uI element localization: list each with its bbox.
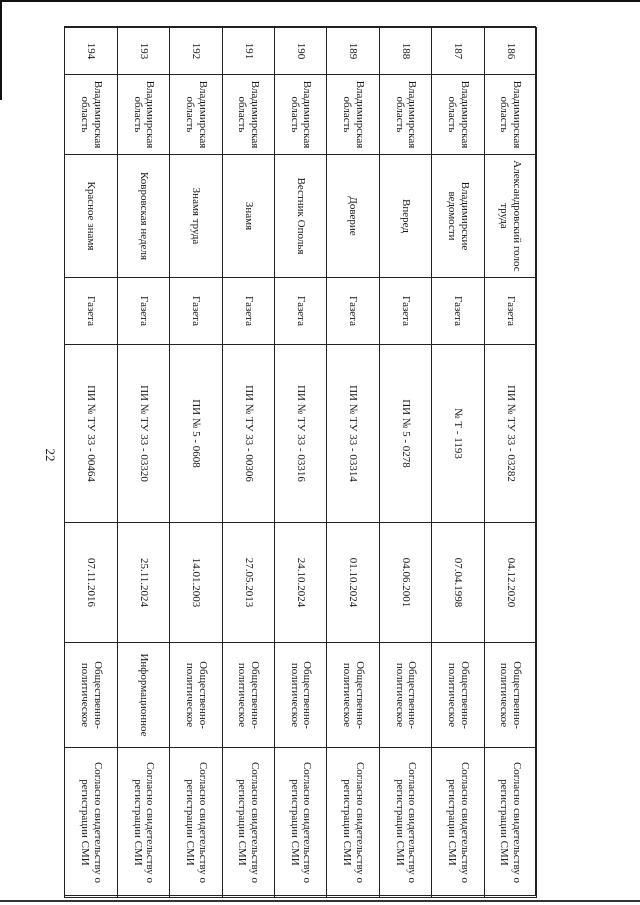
cell-basis: Согласно свидетельству о регистрации СМИ — [65, 748, 117, 898]
cell-topic: Общественно-политическое — [275, 643, 327, 748]
cell-basis: Согласно свидетельству о регистрации СМИ — [170, 748, 222, 898]
cell-reg: № Т - 1193 — [432, 345, 484, 523]
cell-type: Газета — [117, 278, 169, 345]
scan-edge-left-top — [0, 0, 2, 100]
cell-num: 188 — [379, 28, 431, 75]
cell-reg: ПИ № 5 - 0278 — [379, 345, 431, 523]
table-row — [117, 28, 169, 898]
table-row — [432, 28, 484, 898]
cell-type: Газета — [484, 278, 536, 345]
cell-name: Красное знамя — [65, 155, 117, 278]
cell-topic: Общественно-политическое — [484, 643, 536, 748]
cell-reg: ПИ № ТУ 33 - 00306 — [222, 345, 274, 523]
cell-region: Владимирская область — [327, 75, 379, 155]
cell-region: Владимирская область — [379, 75, 431, 155]
cell-name: Александровский голос труда — [484, 155, 536, 278]
cell-reg: ПИ № ТУ 33 - 03316 — [275, 345, 327, 523]
cell-reg: ПИ № ТУ 33 - 03314 — [327, 345, 379, 523]
cell-type: Газета — [275, 278, 327, 345]
cell-type: Газета — [65, 278, 117, 345]
table-row — [275, 28, 327, 898]
cell-name: Вестник Ополья — [275, 155, 327, 278]
table-row — [379, 28, 431, 898]
cell-date: 25.11.2024 — [117, 523, 169, 643]
table-row — [170, 28, 222, 898]
cell-type: Газета — [222, 278, 274, 345]
cell-type: Газета — [327, 278, 379, 345]
table-row — [484, 28, 536, 898]
cell-region: Владимирская область — [65, 75, 117, 155]
cell-date: 04.12.2020 — [484, 523, 536, 643]
cell-basis: Согласно свидетельству о регистрации СМИ — [484, 748, 536, 898]
cell-name: Доверие — [327, 155, 379, 278]
cell-topic: Информационное — [117, 643, 169, 748]
cell-num: 192 — [170, 28, 222, 75]
cell-region: Владимирская область — [432, 75, 484, 155]
cell-basis: Согласно свидетельству о регистрации СМИ — [432, 748, 484, 898]
cell-date: 07.04.1998 — [432, 523, 484, 643]
cell-name: Вперед — [379, 155, 431, 278]
cell-type: Газета — [170, 278, 222, 345]
cell-reg: ПИ № ТУ 33 - 03282 — [484, 345, 536, 523]
cell-name: Знамя труда — [170, 155, 222, 278]
cell-date: 24.10.2024 — [275, 523, 327, 643]
cell-region: Владимирская область — [275, 75, 327, 155]
cell-region: Владимирская область — [170, 75, 222, 155]
cell-topic: Общественно-политическое — [379, 643, 431, 748]
media-table — [64, 27, 537, 898]
table-row — [222, 28, 274, 898]
cell-num: 186 — [484, 28, 536, 75]
scan-edge-top — [0, 0, 640, 2]
page-number: 22 — [43, 448, 58, 462]
cell-region: Владимирская область — [484, 75, 536, 155]
cell-region: Владимирская область — [222, 75, 274, 155]
table-body — [65, 28, 537, 898]
cell-topic: Общественно-политическое — [65, 643, 117, 748]
cell-name: Владимирские ведомости — [432, 155, 484, 278]
cell-num: 193 — [117, 28, 169, 75]
cell-num: 190 — [275, 28, 327, 75]
cell-name: Знамя — [222, 155, 274, 278]
cell-name: Ковровская неделя — [117, 155, 169, 278]
cell-date: 07.11.2016 — [65, 523, 117, 643]
cell-basis: Согласно свидетельству о регистрации СМИ — [275, 748, 327, 898]
cell-reg: ПИ № ТУ 33 - 00464 — [65, 345, 117, 523]
cell-topic: Общественно-политическое — [432, 643, 484, 748]
cell-region: Владимирская область — [117, 75, 169, 155]
cell-date: 14.01.2003 — [170, 523, 222, 643]
cell-basis: Согласно свидетельству о регистрации СМИ — [117, 748, 169, 898]
media-registry-table — [64, 26, 536, 896]
cell-topic: Общественно-политическое — [170, 643, 222, 748]
cell-reg: ПИ № 5 - 0608 — [170, 345, 222, 523]
cell-num: 189 — [327, 28, 379, 75]
cell-num: 187 — [432, 28, 484, 75]
cell-reg: ПИ № ТУ 33 - 03320 — [117, 345, 169, 523]
scan-edge-bottom — [0, 900, 640, 902]
cell-topic: Общественно-политическое — [222, 643, 274, 748]
cell-num: 191 — [222, 28, 274, 75]
cell-type: Газета — [379, 278, 431, 345]
table-row — [327, 28, 379, 898]
cell-num: 194 — [65, 28, 117, 75]
cell-date: 04.06.2001 — [379, 523, 431, 643]
cell-basis: Согласно свидетельству о регистрации СМИ — [379, 748, 431, 898]
cell-basis: Согласно свидетельству о регистрации СМИ — [327, 748, 379, 898]
cell-type: Газета — [432, 278, 484, 345]
cell-basis: Согласно свидетельству о регистрации СМИ — [222, 748, 274, 898]
cell-topic: Общественно-политическое — [327, 643, 379, 748]
rotated-table-container — [65, 27, 537, 897]
cell-date: 27.05.2013 — [222, 523, 274, 643]
cell-date: 01.10.2024 — [327, 523, 379, 643]
table-row — [65, 28, 117, 898]
